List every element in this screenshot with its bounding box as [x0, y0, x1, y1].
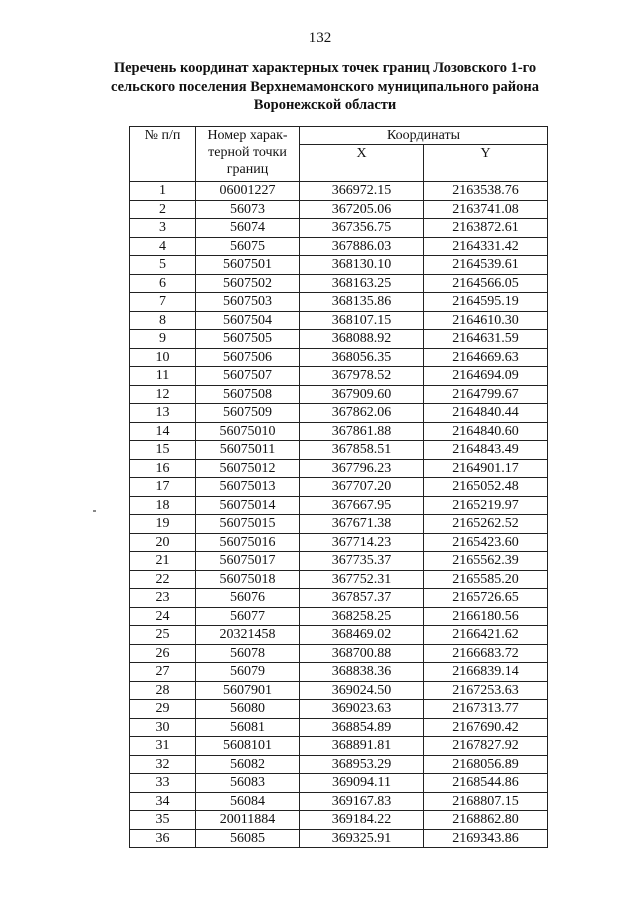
- cell-row-number: 26: [130, 644, 196, 663]
- cell-row-number: 11: [130, 367, 196, 386]
- table-row: [130, 274, 548, 293]
- cell-point-number: 56082: [196, 755, 300, 774]
- cell-x: 367886.03: [300, 237, 424, 256]
- table-row: [130, 792, 548, 811]
- cell-x: 369167.83: [300, 792, 424, 811]
- cell-y: 2164669.63: [424, 348, 548, 367]
- cell-row-number: 31: [130, 737, 196, 756]
- cell-point-number: 56075012: [196, 459, 300, 478]
- cell-y: 2165423.60: [424, 533, 548, 552]
- cell-point-number: 06001227: [196, 182, 300, 201]
- cell-x: 367796.23: [300, 459, 424, 478]
- cell-row-number: 34: [130, 792, 196, 811]
- cell-point-number: 56075014: [196, 496, 300, 515]
- cell-y: 2165262.52: [424, 515, 548, 534]
- table-row: [130, 367, 548, 386]
- cell-y: 2168056.89: [424, 755, 548, 774]
- cell-point-number: 56079: [196, 663, 300, 682]
- table-row: [130, 718, 548, 737]
- cell-point-number: 5607501: [196, 256, 300, 275]
- table-row: [130, 311, 548, 330]
- cell-x: 369325.91: [300, 829, 424, 848]
- cell-point-number: 56075010: [196, 422, 300, 441]
- cell-row-number: 7: [130, 293, 196, 312]
- cell-x: 367714.23: [300, 533, 424, 552]
- table-row: [130, 552, 548, 571]
- cell-y: 2164840.44: [424, 404, 548, 423]
- cell-point-number: 56085: [196, 829, 300, 848]
- cell-y: 2167690.42: [424, 718, 548, 737]
- cell-row-number: 15: [130, 441, 196, 460]
- cell-row-number: 2: [130, 200, 196, 219]
- page-number: 132: [308, 30, 332, 46]
- cell-y: 2168862.80: [424, 811, 548, 830]
- cell-point-number: 5607506: [196, 348, 300, 367]
- table-row: [130, 441, 548, 460]
- cell-x: 368891.81: [300, 737, 424, 756]
- cell-x: 367909.60: [300, 385, 424, 404]
- table-row: [130, 663, 548, 682]
- cell-row-number: 4: [130, 237, 196, 256]
- cell-x: 368088.92: [300, 330, 424, 349]
- cell-point-number: 56074: [196, 219, 300, 238]
- table-row: [130, 237, 548, 256]
- header-coordinates: Координаты: [300, 127, 548, 145]
- cell-x: 367858.51: [300, 441, 424, 460]
- cell-x: 367671.38: [300, 515, 424, 534]
- cell-point-number: 56075016: [196, 533, 300, 552]
- cell-row-number: 24: [130, 607, 196, 626]
- table-row: [130, 811, 548, 830]
- table-row: [130, 348, 548, 367]
- header-x: X: [300, 145, 424, 182]
- table-row: [130, 515, 548, 534]
- header-point-number: [196, 127, 300, 182]
- cell-row-number: 20: [130, 533, 196, 552]
- cell-row-number: 27: [130, 663, 196, 682]
- cell-y: 2164901.17: [424, 459, 548, 478]
- cell-row-number: 14: [130, 422, 196, 441]
- cell-point-number: 56081: [196, 718, 300, 737]
- cell-y: 2168544.86: [424, 774, 548, 793]
- cell-x: 367861.88: [300, 422, 424, 441]
- title-line-1: Перечень координат характерных точек границ Лозовского 1-го: [113, 60, 537, 76]
- cell-point-number: 56075015: [196, 515, 300, 534]
- cell-row-number: 21: [130, 552, 196, 571]
- cell-x: 369023.63: [300, 700, 424, 719]
- cell-point-number: 5607505: [196, 330, 300, 349]
- cell-x: 367356.75: [300, 219, 424, 238]
- cell-row-number: 6: [130, 274, 196, 293]
- cell-x: 368107.15: [300, 311, 424, 330]
- table-row: [130, 533, 548, 552]
- cell-row-number: 35: [130, 811, 196, 830]
- table-row: [130, 496, 548, 515]
- cell-point-number: 20321458: [196, 626, 300, 645]
- table-row: [130, 200, 548, 219]
- scan-speck: [93, 510, 96, 512]
- table-row: [130, 256, 548, 275]
- cell-point-number: 56083: [196, 774, 300, 793]
- table-row: [130, 570, 548, 589]
- cell-point-number: 56078: [196, 644, 300, 663]
- cell-y: 2163872.61: [424, 219, 548, 238]
- coordinates-table: [129, 126, 548, 848]
- cell-y: 2167253.63: [424, 681, 548, 700]
- table-row: [130, 700, 548, 719]
- cell-point-number: 56075011: [196, 441, 300, 460]
- cell-x: 367735.37: [300, 552, 424, 571]
- cell-x: 367667.95: [300, 496, 424, 515]
- cell-y: 2167827.92: [424, 737, 548, 756]
- cell-point-number: 56075013: [196, 478, 300, 497]
- cell-y: 2164566.05: [424, 274, 548, 293]
- cell-y: 2163538.76: [424, 182, 548, 201]
- cell-y: 2166180.56: [424, 607, 548, 626]
- cell-x: 368258.25: [300, 607, 424, 626]
- cell-x: 367862.06: [300, 404, 424, 423]
- header-y: Y: [424, 145, 548, 182]
- cell-y: 2164539.61: [424, 256, 548, 275]
- cell-y: 2164595.19: [424, 293, 548, 312]
- cell-point-number: 56075017: [196, 552, 300, 571]
- table-row: [130, 293, 548, 312]
- cell-row-number: 29: [130, 700, 196, 719]
- table-row: [130, 589, 548, 608]
- cell-row-number: 16: [130, 459, 196, 478]
- title-line-2: сельского поселения Верхнемамонского муниципального района: [111, 78, 539, 95]
- cell-point-number: 56075018: [196, 570, 300, 589]
- cell-row-number: 25: [130, 626, 196, 645]
- table-row: [130, 478, 548, 497]
- cell-y: 2166421.62: [424, 626, 548, 645]
- cell-y: 2168807.15: [424, 792, 548, 811]
- cell-point-number: 56073: [196, 200, 300, 219]
- cell-row-number: 5: [130, 256, 196, 275]
- cell-y: 2169343.86: [424, 829, 548, 848]
- table-row: [130, 607, 548, 626]
- cell-row-number: 30: [130, 718, 196, 737]
- cell-row-number: 32: [130, 755, 196, 774]
- cell-row-number: 22: [130, 570, 196, 589]
- table-row: [130, 644, 548, 663]
- cell-row-number: 3: [130, 219, 196, 238]
- cell-row-number: 10: [130, 348, 196, 367]
- table-row: [130, 737, 548, 756]
- cell-y: 2167313.77: [424, 700, 548, 719]
- cell-row-number: 9: [130, 330, 196, 349]
- cell-x: 369184.22: [300, 811, 424, 830]
- cell-y: 2164843.49: [424, 441, 548, 460]
- cell-y: 2166683.72: [424, 644, 548, 663]
- cell-y: 2164631.59: [424, 330, 548, 349]
- cell-point-number: 56076: [196, 589, 300, 608]
- cell-x: 367752.31: [300, 570, 424, 589]
- table-row: [130, 404, 548, 423]
- cell-row-number: 12: [130, 385, 196, 404]
- table-row: [130, 219, 548, 238]
- cell-row-number: 17: [130, 478, 196, 497]
- header-point-line-2: терной точки: [208, 145, 287, 160]
- table-row: [130, 829, 548, 848]
- cell-row-number: 33: [130, 774, 196, 793]
- cell-point-number: 5607508: [196, 385, 300, 404]
- cell-point-number: 5607509: [196, 404, 300, 423]
- cell-point-number: 56075: [196, 237, 300, 256]
- cell-y: 2166839.14: [424, 663, 548, 682]
- cell-x: 367205.06: [300, 200, 424, 219]
- table-row: [130, 385, 548, 404]
- cell-point-number: 56084: [196, 792, 300, 811]
- table-row: [130, 626, 548, 645]
- cell-x: 366972.15: [300, 182, 424, 201]
- table-row: [130, 459, 548, 478]
- cell-y: 2163741.08: [424, 200, 548, 219]
- cell-x: 368135.86: [300, 293, 424, 312]
- cell-point-number: 5607503: [196, 293, 300, 312]
- cell-point-number: 5607502: [196, 274, 300, 293]
- cell-x: 368953.29: [300, 755, 424, 774]
- cell-x: 368163.25: [300, 274, 424, 293]
- cell-point-number: 5608101: [196, 737, 300, 756]
- cell-row-number: 13: [130, 404, 196, 423]
- cell-y: 2165219.97: [424, 496, 548, 515]
- cell-x: 367978.52: [300, 367, 424, 386]
- cell-point-number: 5607901: [196, 681, 300, 700]
- cell-row-number: 23: [130, 589, 196, 608]
- table-row: [130, 755, 548, 774]
- cell-x: 368056.35: [300, 348, 424, 367]
- cell-y: 2165726.65: [424, 589, 548, 608]
- cell-point-number: 5607507: [196, 367, 300, 386]
- cell-row-number: 1: [130, 182, 196, 201]
- cell-point-number: 20011884: [196, 811, 300, 830]
- cell-x: 368838.36: [300, 663, 424, 682]
- cell-x: 368469.02: [300, 626, 424, 645]
- cell-y: 2165052.48: [424, 478, 548, 497]
- cell-point-number: 56077: [196, 607, 300, 626]
- table-row: [130, 330, 548, 349]
- header-point-line-1: Номер харак-: [207, 128, 288, 143]
- header-row-number: № п/п: [130, 127, 196, 182]
- cell-x: 367707.20: [300, 478, 424, 497]
- cell-x: 368700.88: [300, 644, 424, 663]
- cell-y: 2164610.30: [424, 311, 548, 330]
- cell-row-number: 28: [130, 681, 196, 700]
- cell-row-number: 36: [130, 829, 196, 848]
- cell-row-number: 8: [130, 311, 196, 330]
- cell-point-number: 5607504: [196, 311, 300, 330]
- cell-y: 2164694.09: [424, 367, 548, 386]
- table-body: [130, 182, 548, 848]
- cell-y: 2165585.20: [424, 570, 548, 589]
- cell-x: 368130.10: [300, 256, 424, 275]
- cell-y: 2164799.67: [424, 385, 548, 404]
- cell-x: 369094.11: [300, 774, 424, 793]
- cell-x: 368854.89: [300, 718, 424, 737]
- cell-y: 2164840.60: [424, 422, 548, 441]
- table-row: [130, 774, 548, 793]
- table-row: [130, 182, 548, 201]
- cell-row-number: 18: [130, 496, 196, 515]
- cell-row-number: 19: [130, 515, 196, 534]
- cell-x: 369024.50: [300, 681, 424, 700]
- cell-point-number: 56080: [196, 700, 300, 719]
- header-point-line-3: границ: [226, 162, 269, 177]
- cell-y: 2164331.42: [424, 237, 548, 256]
- title-line-3: Воронежской области: [253, 97, 397, 113]
- document-title: [60, 59, 590, 115]
- cell-x: 367857.37: [300, 589, 424, 608]
- cell-y: 2165562.39: [424, 552, 548, 571]
- table-row: [130, 681, 548, 700]
- table-row: [130, 422, 548, 441]
